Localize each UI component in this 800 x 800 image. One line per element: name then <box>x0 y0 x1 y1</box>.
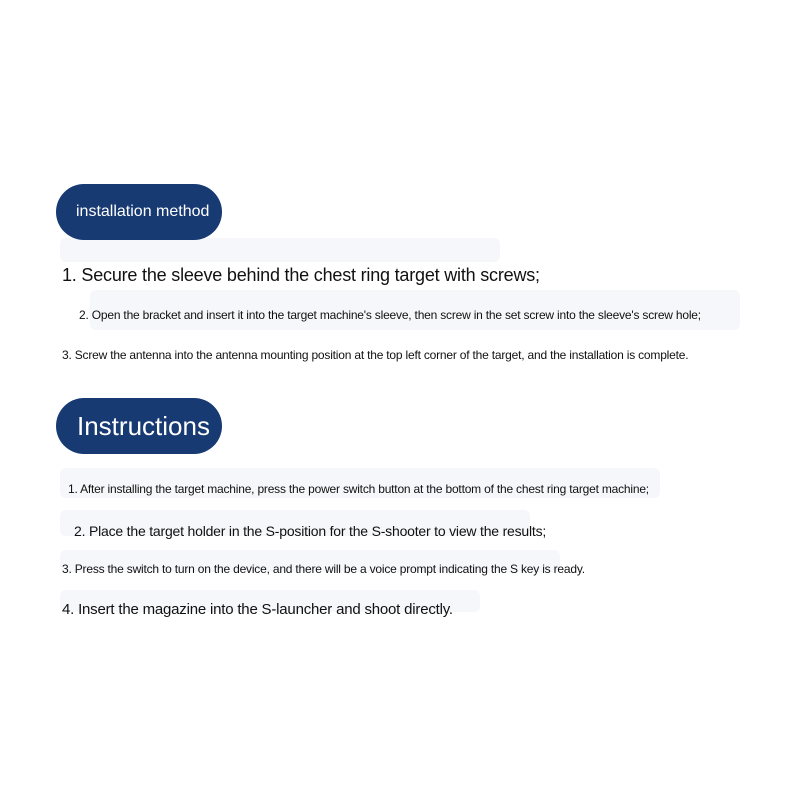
installation-step-2: 2. Open the bracket and insert it into the target machine's sleeve, then screw in the set screw into the sleeve's screw hole; <box>79 308 701 322</box>
installation-step-3: 3. Screw the antenna into the antenna mounting position at the top left corner of the target, and the installation is complete. <box>62 348 689 362</box>
installation-method-title: installation method <box>76 203 210 220</box>
background-smudge <box>60 238 500 262</box>
instructions-heading <box>56 398 222 454</box>
instructions-step-3: 3. Press the switch to turn on the device, and there will be a voice prompt indicating the S key is ready. <box>62 562 585 576</box>
installation-method-heading <box>56 184 222 240</box>
instructions-step-1: 1. After installing the target machine, press the power switch button at the bottom of the chest ring target machine; <box>68 482 649 496</box>
instructions-step-2: 2. Place the target holder in the S-position for the S-shooter to view the results; <box>74 523 547 539</box>
instructions-title: Instructions <box>77 410 210 441</box>
installation-step-1: 1. Secure the sleeve behind the chest ring target with screws; <box>62 265 540 285</box>
instructions-step-4: 4. Insert the magazine into the S-launcher and shoot directly. <box>62 601 453 618</box>
